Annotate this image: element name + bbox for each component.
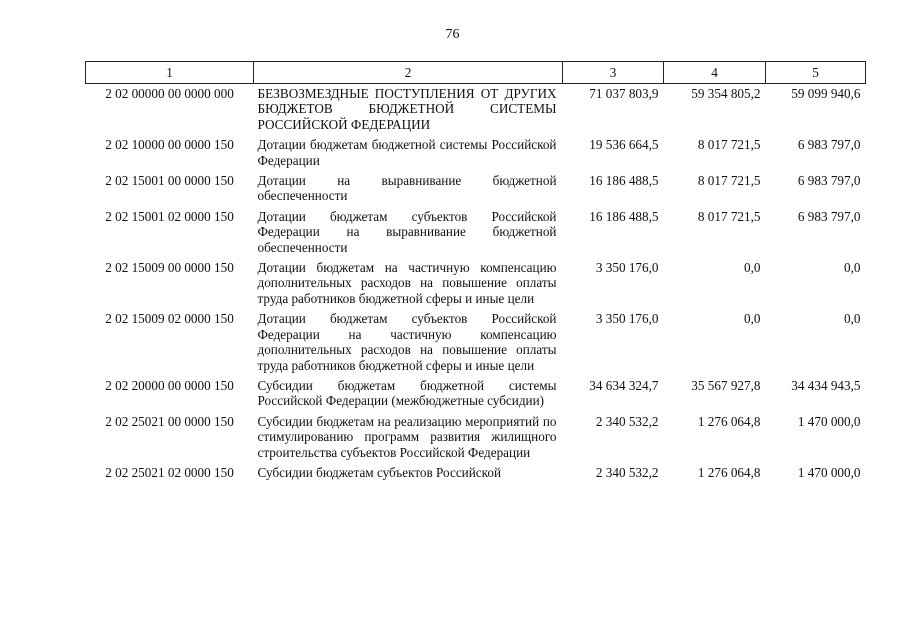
table-header [86, 62, 866, 84]
revenue-name: Субсидии бюджетам субъектов Российской [257, 464, 502, 480]
amount-col5: 6 983 797,0 [797, 173, 861, 189]
amount-col5: 0,0 [844, 311, 861, 327]
page-number: 76 [445, 27, 460, 42]
amount-col4: 0,0 [744, 311, 761, 327]
amount-col4: 35 567 927,8 [691, 377, 761, 393]
amount-col3: 16 186 488,5 [589, 173, 659, 189]
table-row [86, 378, 866, 414]
amount-col3: 3 350 176,0 [595, 260, 659, 276]
amount-col3: 2 340 532,2 [595, 464, 659, 480]
amount-col4: 1 276 064,8 [697, 464, 761, 480]
column-number-2: 2 [254, 62, 563, 84]
amount-col5: 1 470 000,0 [797, 464, 861, 480]
budget-code: 2 02 15009 00 0000 150 [105, 260, 234, 276]
amount-col5: 6 983 797,0 [797, 137, 861, 153]
table-row [86, 173, 866, 209]
revenue-name: Дотации бюджетам бюджетной системы Российской Федерации [257, 137, 557, 168]
amount-col5: 0,0 [844, 260, 861, 276]
budget-code: 2 02 15009 02 0000 150 [105, 311, 234, 327]
budget-code: 2 02 20000 00 0000 150 [105, 377, 234, 393]
revenue-name: БЕЗВОЗМЕЗДНЫЕ ПОСТУПЛЕНИЯ ОТ ДРУГИХ БЮДЖЕТОВ БЮДЖЕТНОЙ СИСТЕМЫ РОССИЙСКОЙ ФЕДЕРАЦИИ [257, 86, 557, 132]
amount-col4: 8 017 721,5 [697, 208, 761, 224]
amount-col4: 59 354 805,2 [691, 86, 761, 101]
amount-col5: 59 099 940,6 [791, 86, 861, 101]
revenue-name: Дотации бюджетам субъектов Российской Федерации на частичную компенсацию дополнительных расходов на повышение оплаты труда работников бюджетной сферы и иные цели [257, 311, 557, 373]
table-row [86, 209, 866, 260]
amount-col3: 3 350 176,0 [595, 311, 659, 327]
amount-col4: 1 276 064,8 [697, 413, 761, 429]
table-body [86, 84, 866, 486]
header-row [86, 62, 866, 84]
budget-code: 2 02 25021 00 0000 150 [105, 413, 234, 429]
budget-code: 2 02 15001 02 0000 150 [105, 208, 234, 224]
amount-col4: 8 017 721,5 [697, 137, 761, 153]
table-row [86, 465, 866, 485]
revenue-name: Дотации бюджетам на частичную компенсацию дополнительных расходов на повышение оплаты труда работников бюджетной сферы и иные цели [257, 260, 557, 306]
budget-code: 2 02 10000 00 0000 150 [105, 137, 234, 153]
table-row [86, 84, 866, 138]
amount-col3: 71 037 803,9 [589, 86, 659, 101]
revenue-name: Дотации на выравнивание бюджетной обеспеченности [257, 173, 557, 204]
budget-revenue-table [85, 61, 866, 485]
table-row [86, 311, 866, 378]
amount-col4: 8 017 721,5 [697, 173, 761, 189]
column-number-5: 5 [766, 62, 866, 84]
budget-code: 2 02 15001 00 0000 150 [105, 173, 234, 189]
table-row [86, 137, 866, 173]
revenue-name: Субсидии бюджетам на реализацию мероприятий по стимулированию программ развития жилищного строительства субъектов Российской Федерации [257, 413, 557, 460]
revenue-name: Дотации бюджетам субъектов Российской Федерации на выравнивание бюджетной обеспеченности [257, 208, 557, 255]
amount-col3: 2 340 532,2 [595, 413, 659, 429]
column-number-4: 4 [664, 62, 766, 84]
budget-code: 2 02 25021 02 0000 150 [105, 464, 234, 480]
table-row [86, 414, 866, 465]
amount-col3: 34 634 324,7 [589, 377, 659, 393]
amount-col5: 6 983 797,0 [797, 208, 861, 224]
amount-col5: 1 470 000,0 [797, 413, 861, 429]
column-number-3: 3 [563, 62, 664, 84]
amount-col3: 19 536 664,5 [589, 137, 659, 153]
budget-code: 2 02 00000 00 0000 000 [105, 86, 234, 101]
amount-col3: 16 186 488,5 [589, 208, 659, 224]
column-number-1: 1 [86, 62, 254, 84]
amount-col4: 0,0 [744, 260, 761, 276]
amount-col5: 34 434 943,5 [791, 377, 861, 393]
table-row [86, 260, 866, 311]
revenue-name: Субсидии бюджетам бюджетной системы Российской Федерации (межбюджетные субсидии) [257, 377, 557, 409]
